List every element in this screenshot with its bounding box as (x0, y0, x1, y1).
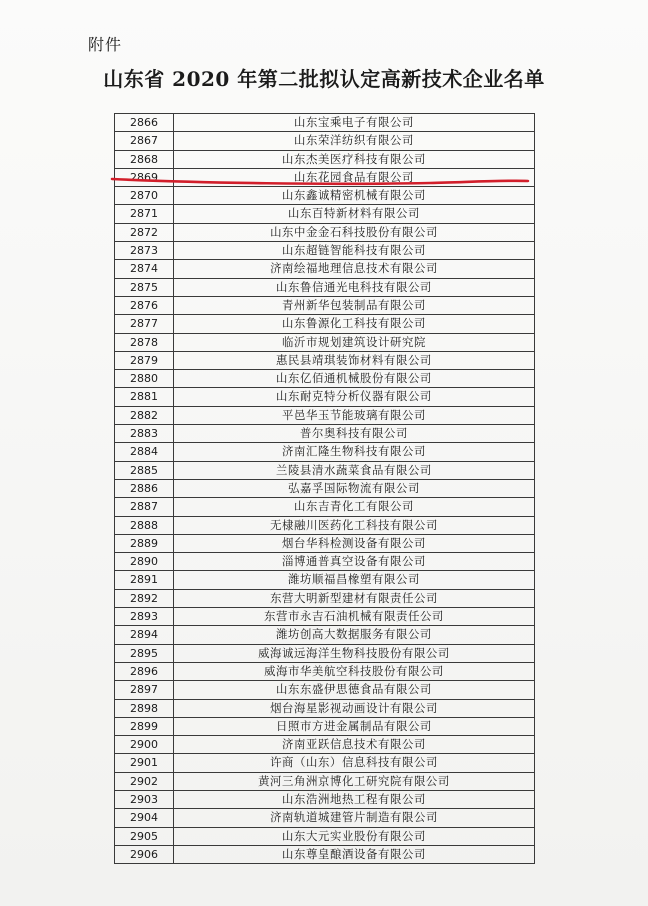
company-name: 淄博通普真空设备有限公司 (174, 553, 535, 571)
row-number: 2879 (115, 351, 174, 369)
row-number: 2905 (115, 827, 174, 845)
company-name: 临沂市规划建筑设计研究院 (174, 333, 535, 351)
table-row (115, 479, 535, 497)
company-name: 无棣融川医药化工科技有限公司 (174, 516, 535, 534)
company-name: 东营大明新型建材有限责任公司 (174, 589, 535, 607)
company-name: 惠民县靖琪装饰材料有限公司 (174, 351, 535, 369)
company-name: 烟台华科检测设备有限公司 (174, 534, 535, 552)
company-name: 山东鲁源化工科技有限公司 (174, 315, 535, 333)
table-row (115, 114, 535, 132)
table-row (115, 388, 535, 406)
company-name: 济南轨道城建管片制造有限公司 (174, 809, 535, 827)
table-row (115, 662, 535, 680)
company-name: 普尔奥科技有限公司 (174, 425, 535, 443)
table-row (115, 296, 535, 314)
table-row (115, 772, 535, 790)
table-row (115, 132, 535, 150)
company-name: 日照市方进金属制品有限公司 (174, 717, 535, 735)
row-number: 2880 (115, 370, 174, 388)
table-row (115, 681, 535, 699)
row-number: 2900 (115, 736, 174, 754)
row-number: 2890 (115, 553, 174, 571)
company-name: 山东百特新材料有限公司 (174, 205, 535, 223)
document-title: 山东省 2020 年第二批拟认定高新技术企业名单 (103, 67, 545, 91)
table-row (115, 315, 535, 333)
company-list-table (114, 113, 535, 864)
table-row (115, 443, 535, 461)
company-name: 潍坊创高大数据服务有限公司 (174, 626, 535, 644)
table-row (115, 717, 535, 735)
company-name: 山东荣洋纺织有限公司 (174, 132, 535, 150)
table-row (115, 260, 535, 278)
table-row (115, 278, 535, 296)
row-number: 2872 (115, 223, 174, 241)
row-number: 2899 (115, 717, 174, 735)
row-number: 2867 (115, 132, 174, 150)
table-row (115, 205, 535, 223)
company-name: 山东鑫诚精密机械有限公司 (174, 187, 535, 205)
table-row (115, 754, 535, 772)
row-number: 2891 (115, 571, 174, 589)
row-number: 2895 (115, 644, 174, 662)
row-number: 2884 (115, 443, 174, 461)
company-name: 济南亚跃信息技术有限公司 (174, 736, 535, 754)
company-name: 山东耐克特分析仪器有限公司 (174, 388, 535, 406)
row-number: 2868 (115, 150, 174, 168)
company-name: 山东东盛伊思德食品有限公司 (174, 681, 535, 699)
row-number: 2866 (115, 114, 174, 132)
table-row (115, 809, 535, 827)
row-number: 2869 (115, 168, 174, 186)
table-row (115, 351, 535, 369)
table-row (115, 699, 535, 717)
row-number: 2882 (115, 406, 174, 424)
company-name: 青州新华包装制品有限公司 (174, 296, 535, 314)
row-number: 2906 (115, 845, 174, 863)
table-row (115, 333, 535, 351)
company-name: 山东花园食品有限公司 (174, 168, 535, 186)
company-name: 许商（山东）信息科技有限公司 (174, 754, 535, 772)
table-row (115, 242, 535, 260)
table-row (115, 626, 535, 644)
company-name: 山东浩洲地热工程有限公司 (174, 790, 535, 808)
company-name: 平邑华玉节能玻璃有限公司 (174, 406, 535, 424)
row-number: 2887 (115, 498, 174, 516)
company-name: 山东吉青化工有限公司 (174, 498, 535, 516)
company-name: 山东杰美医疗科技有限公司 (174, 150, 535, 168)
table-row (115, 187, 535, 205)
company-name: 山东尊皇酿酒设备有限公司 (174, 845, 535, 863)
row-number: 2904 (115, 809, 174, 827)
table-row (115, 223, 535, 241)
row-number: 2894 (115, 626, 174, 644)
table-row (115, 425, 535, 443)
company-name: 山东亿佰通机械股份有限公司 (174, 370, 535, 388)
row-number: 2898 (115, 699, 174, 717)
company-name: 山东宝乘电子有限公司 (174, 114, 535, 132)
row-number: 2901 (115, 754, 174, 772)
row-number: 2893 (115, 608, 174, 626)
row-number: 2876 (115, 296, 174, 314)
row-number: 2875 (115, 278, 174, 296)
row-number: 2902 (115, 772, 174, 790)
company-name: 威海诚远海洋生物科技股份有限公司 (174, 644, 535, 662)
company-name: 山东鲁信通光电科技有限公司 (174, 278, 535, 296)
table-row (115, 498, 535, 516)
row-number: 2871 (115, 205, 174, 223)
row-number: 2886 (115, 479, 174, 497)
table-row (115, 461, 535, 479)
row-number: 2881 (115, 388, 174, 406)
row-number: 2874 (115, 260, 174, 278)
row-number: 2873 (115, 242, 174, 260)
row-number: 2889 (115, 534, 174, 552)
row-number: 2883 (115, 425, 174, 443)
row-number: 2888 (115, 516, 174, 534)
table-row (115, 644, 535, 662)
table-row (115, 553, 535, 571)
company-name: 山东大元实业股份有限公司 (174, 827, 535, 845)
row-number: 2878 (115, 333, 174, 351)
table-row (115, 736, 535, 754)
company-name: 东营市永吉石油机械有限责任公司 (174, 608, 535, 626)
table-row (115, 370, 535, 388)
table-row (115, 827, 535, 845)
table-row (115, 571, 535, 589)
table-row (115, 516, 535, 534)
company-name: 烟台海星影视动画设计有限公司 (174, 699, 535, 717)
table-row (115, 534, 535, 552)
table-row (115, 150, 535, 168)
company-name: 山东中金金石科技股份有限公司 (174, 223, 535, 241)
row-number: 2870 (115, 187, 174, 205)
company-name: 山东超链智能科技有限公司 (174, 242, 535, 260)
table-row (115, 168, 535, 186)
row-number: 2903 (115, 790, 174, 808)
table-row (115, 406, 535, 424)
table-row (115, 589, 535, 607)
company-name: 威海市华美航空科技股份有限公司 (174, 662, 535, 680)
table-row (115, 608, 535, 626)
attachment-label: 附件 (88, 35, 123, 54)
company-name: 弘嘉孚国际物流有限公司 (174, 479, 535, 497)
row-number: 2885 (115, 461, 174, 479)
company-name: 济南汇隆生物科技有限公司 (174, 443, 535, 461)
row-number: 2877 (115, 315, 174, 333)
table-row (115, 790, 535, 808)
row-number: 2896 (115, 662, 174, 680)
table-row (115, 845, 535, 863)
company-name: 济南绘福地理信息技术有限公司 (174, 260, 535, 278)
company-name: 兰陵县清水蔬菜食品有限公司 (174, 461, 535, 479)
company-name: 黄河三角洲京博化工研究院有限公司 (174, 772, 535, 790)
row-number: 2892 (115, 589, 174, 607)
row-number: 2897 (115, 681, 174, 699)
company-name: 潍坊顺福昌橡塑有限公司 (174, 571, 535, 589)
